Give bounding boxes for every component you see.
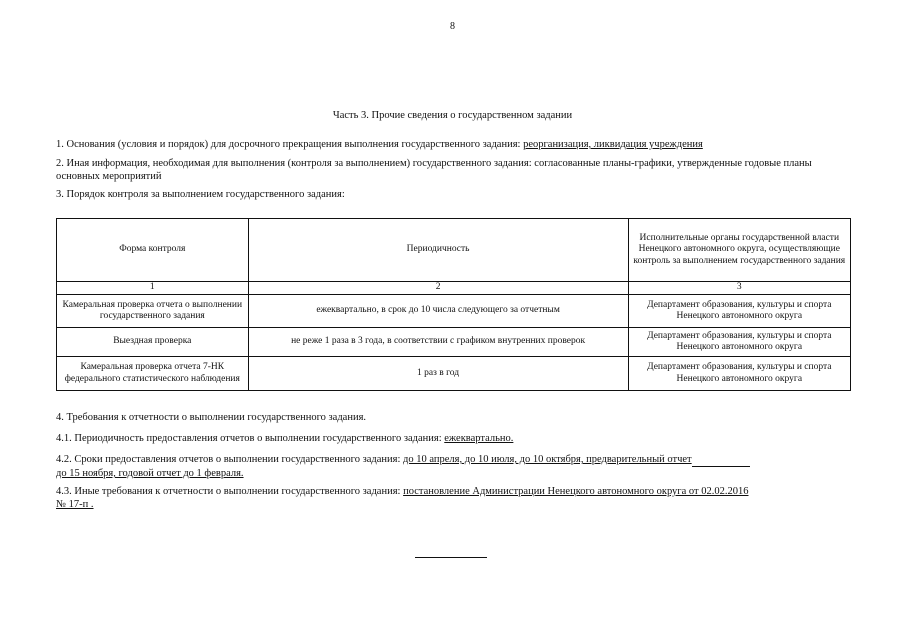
cell-form: Камеральная проверка отчета 7-НК федерального статистического наблюдения: [57, 357, 249, 391]
header-body: Исполнительные органы государственной власти Ненецкого автономного округа, осуществляющие контроль за выполнением государственного задания: [628, 219, 850, 282]
cell-period: не реже 1 раза в 3 года, в соответствии с графиком внутренних проверок: [248, 328, 628, 357]
section-2: 2. Иная информация, необходимая для выполнения (контроля за выполнением) государственного задания: согласованные планы-графики, утвержденные годовые планы основных мероприятий: [56, 158, 812, 182]
section-4-2-label: 4.2. Сроки предоставления отчетов о выполнении государственного задания:: [56, 454, 404, 465]
section-4-2: [56, 453, 856, 480]
cell-body: Департамент образования, культуры и спорта Ненецкого автономного округа: [628, 328, 850, 357]
table-row: [57, 357, 851, 391]
section-1-value: реорганизация, ликвидация учреждения: [523, 139, 703, 150]
page-number: 8: [450, 21, 455, 32]
table-header-row: [57, 219, 851, 282]
fill-line: [692, 453, 750, 467]
cell-period: 1 раз в год: [248, 357, 628, 391]
table-number-row: [57, 282, 851, 295]
section-4-2-value-line2: до 15 ноября, годовой отчет до 1 февраля.: [56, 468, 244, 479]
cell-period: ежеквартально, в срок до 10 числа следующего за отчетным: [248, 295, 628, 328]
section-4-3-value-line2: № 17-п .: [56, 499, 94, 510]
table-row: [57, 295, 851, 328]
section-4-3: [56, 485, 856, 511]
header-period: Периодичность: [248, 219, 628, 282]
section-1: [56, 138, 856, 151]
cell-form: Выездная проверка: [57, 328, 249, 357]
cell-body: Департамент образования, культуры и спорта Ненецкого автономного округа: [628, 357, 850, 391]
control-table: [56, 218, 851, 391]
footer-divider: [415, 557, 487, 558]
cell-form: Камеральная проверка отчета о выполнении государственного задания: [57, 295, 249, 328]
section-4-1: [56, 432, 856, 445]
part-title: Часть 3. Прочие сведения о государственном задании: [332, 110, 573, 121]
column-number: 3: [628, 282, 850, 295]
section-1-label: 1. Основания (условия и порядок) для досрочного прекращения выполнения государственного задания:: [56, 139, 524, 150]
column-number: 2: [248, 282, 628, 295]
section-4-3-value-line1: постановление Администрации Ненецкого автономного округа от 02.02.2016: [403, 486, 749, 497]
column-number: 1: [57, 282, 249, 295]
section-4-2-value-line1: до 10 апреля, до 10 июля, до 10 октября, предварительный отчет: [403, 454, 692, 465]
section-4-3-label: 4.3. Иные требования к отчетности о выполнении государственного задания:: [56, 486, 404, 497]
table-row: [57, 328, 851, 357]
header-form: Форма контроля: [57, 219, 249, 282]
section-4-1-label: 4.1. Периодичность предоставления отчетов о выполнении государственного задания:: [56, 433, 445, 444]
cell-body: Департамент образования, культуры и спорта Ненецкого автономного округа: [628, 295, 850, 328]
section-3: 3. Порядок контроля за выполнением государственного задания:: [56, 189, 345, 200]
section-4-1-value: ежеквартально.: [444, 433, 514, 444]
section-4: 4. Требования к отчетности о выполнении государственного задания.: [56, 412, 367, 423]
